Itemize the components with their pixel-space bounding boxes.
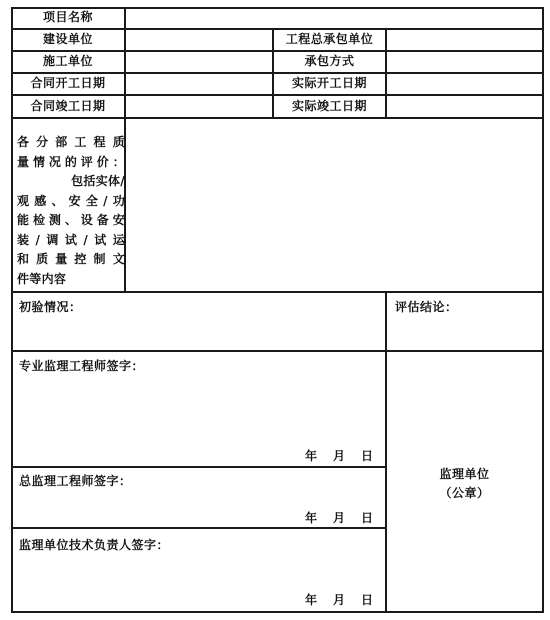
actual-start-date-label: 实际开工日期	[291, 76, 367, 90]
quality-evaluation-field[interactable]	[126, 119, 542, 291]
date-month: 月	[333, 593, 346, 607]
quality-evaluation-line: 各分部工程质	[17, 135, 125, 149]
contract-mode-field[interactable]	[387, 52, 542, 72]
date-month: 月	[333, 511, 346, 525]
date-month: 月	[333, 449, 346, 463]
date-day: 日	[361, 511, 374, 525]
date-day: 日	[361, 449, 374, 463]
tech-lead-signature-label: 监理单位技术负责人签字：	[19, 538, 170, 552]
specialist-signature-date	[305, 447, 373, 464]
actual-end-date-label: 实际竣工日期	[291, 99, 367, 113]
contract-end-date-field[interactable]	[126, 96, 272, 117]
contract-start-date-label: 合同开工日期	[30, 76, 106, 90]
general-contractor-field[interactable]	[387, 30, 542, 50]
date-year: 年	[305, 449, 318, 463]
contract-start-date-field[interactable]	[126, 74, 272, 94]
date-year: 年	[305, 593, 318, 607]
table-rule	[542, 7, 544, 613]
table-rule	[11, 611, 544, 613]
actual-end-date-field[interactable]	[387, 96, 542, 117]
chief-signature-date	[305, 509, 373, 526]
contract-end-date-label: 合同竣工日期	[30, 99, 106, 113]
date-year: 年	[305, 511, 318, 525]
quality-evaluation-label	[17, 133, 125, 289]
initial-inspection-field[interactable]	[13, 293, 385, 350]
quality-evaluation-line: 包括实体/	[71, 174, 125, 188]
specialist-engineer-signature-label: 专业监理工程师签字：	[19, 359, 145, 373]
evaluation-conclusion-label: 评估结论：	[395, 300, 458, 314]
project-name-field[interactable]	[126, 9, 542, 28]
project-name-label: 项目名称	[42, 10, 93, 24]
quality-evaluation-line: 件等内容	[17, 271, 67, 286]
contract-mode-label: 承包方式	[304, 54, 355, 68]
quality-evaluation-line: 量情况的评价：	[17, 154, 125, 169]
initial-inspection-label: 初验情况：	[19, 300, 82, 314]
tech-lead-signature-date	[305, 591, 373, 608]
official-seal-label: （公章）	[439, 486, 490, 500]
quality-evaluation-line: 装/调试/试运	[17, 232, 125, 247]
builder-field[interactable]	[126, 52, 272, 72]
construction-unit-field[interactable]	[126, 30, 272, 50]
actual-start-date-field[interactable]	[387, 74, 542, 94]
chief-engineer-signature-label: 总监理工程师签字：	[19, 474, 132, 488]
general-contractor-label: 工程总承包单位	[285, 32, 374, 46]
builder-label: 施工单位	[42, 54, 93, 68]
supervision-unit-label: 监理单位	[439, 467, 490, 481]
evaluation-conclusion-field[interactable]	[387, 293, 542, 350]
quality-evaluation-line: 和质量控制文	[17, 252, 125, 266]
quality-evaluation-line: 观感、安全/功	[17, 193, 125, 208]
construction-unit-label: 建设单位	[42, 32, 93, 46]
date-day: 日	[361, 593, 374, 607]
quality-evaluation-line: 能检测、设备安	[17, 213, 125, 227]
supervision-seal-field[interactable]	[387, 352, 542, 611]
